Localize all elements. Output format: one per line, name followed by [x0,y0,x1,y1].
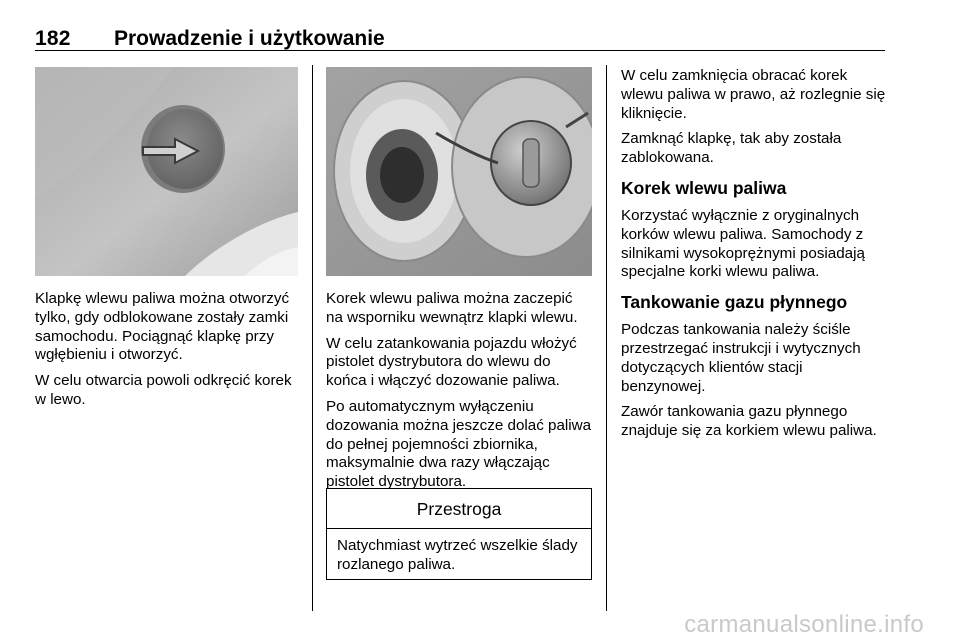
watermark: carmanualsonline.info [684,611,924,638]
paragraph: Korzystać wyłącznie z oryginalnych korków wlewu paliwa. Samochody z silnikami wysokoprężnymi posiadają specjalne korki wlewu paliwa. [621,206,865,281]
middle-column [326,290,592,499]
caution-box [326,488,592,580]
paragraph: Zamknąć klapkę, tak aby została zablokowana. [621,130,842,167]
section-title: Prowadzenie i użytkowanie [114,27,385,50]
figure-fuel-flap-closed [35,67,298,276]
heading-lpg-refuelling: Tankowanie gazu płynnego [621,292,848,313]
paragraph: Zawór tankowania gazu płynnego znajduje się za korkiem wlewu paliwa. [621,403,877,440]
figure-fuel-cap-on-bracket [326,67,592,276]
left-column [35,290,301,417]
caution-title: Przestroga [327,489,591,529]
caution-text: Natychmiast wytrzeć wszelkie ślady rozlanego paliwa. [337,537,578,573]
paragraph: Podczas tankowania należy ściśle przestrzegać instrukcji i wytycznych dotyczących klientów stacji benzynowej. [621,321,861,395]
heading-fuel-cap: Korek wlewu paliwa [621,177,787,198]
page-header [35,27,885,51]
paragraph: Klapkę wlewu paliwa można otworzyć tylko, gdy odblokowane zostały zamki samochodu. Pociągnąć klapkę przy wgłębieniu i otworzyć. [35,290,290,364]
column-divider-2 [606,65,607,611]
paragraph: Korek wlewu paliwa można zaczepić na wsporniku wewnątrz klapki wlewu. [326,290,578,326]
column-divider-1 [312,65,313,611]
page-number: 182 [35,27,71,50]
paragraph: W celu zamknięcia obracać korek wlewu paliwa w prawo, aż rozlegnie się kliknięcie. [621,67,886,122]
paragraph: Po automatycznym wyłączeniu dozowania można jeszcze dolać paliwa do pełnej pojemności zbiornika, maksymalnie dwa razy włączając pistolet dystrybutora. [326,397,592,491]
paragraph: W celu zatankowania pojazdu włożyć pistolet dystrybutora do wlewu do końca i włączyć dozowanie paliwa. [326,334,577,390]
header-rule [35,50,885,51]
right-column [621,67,889,448]
paragraph: W celu otwarcia powoli odkręcić korek w lewo. [35,372,292,408]
